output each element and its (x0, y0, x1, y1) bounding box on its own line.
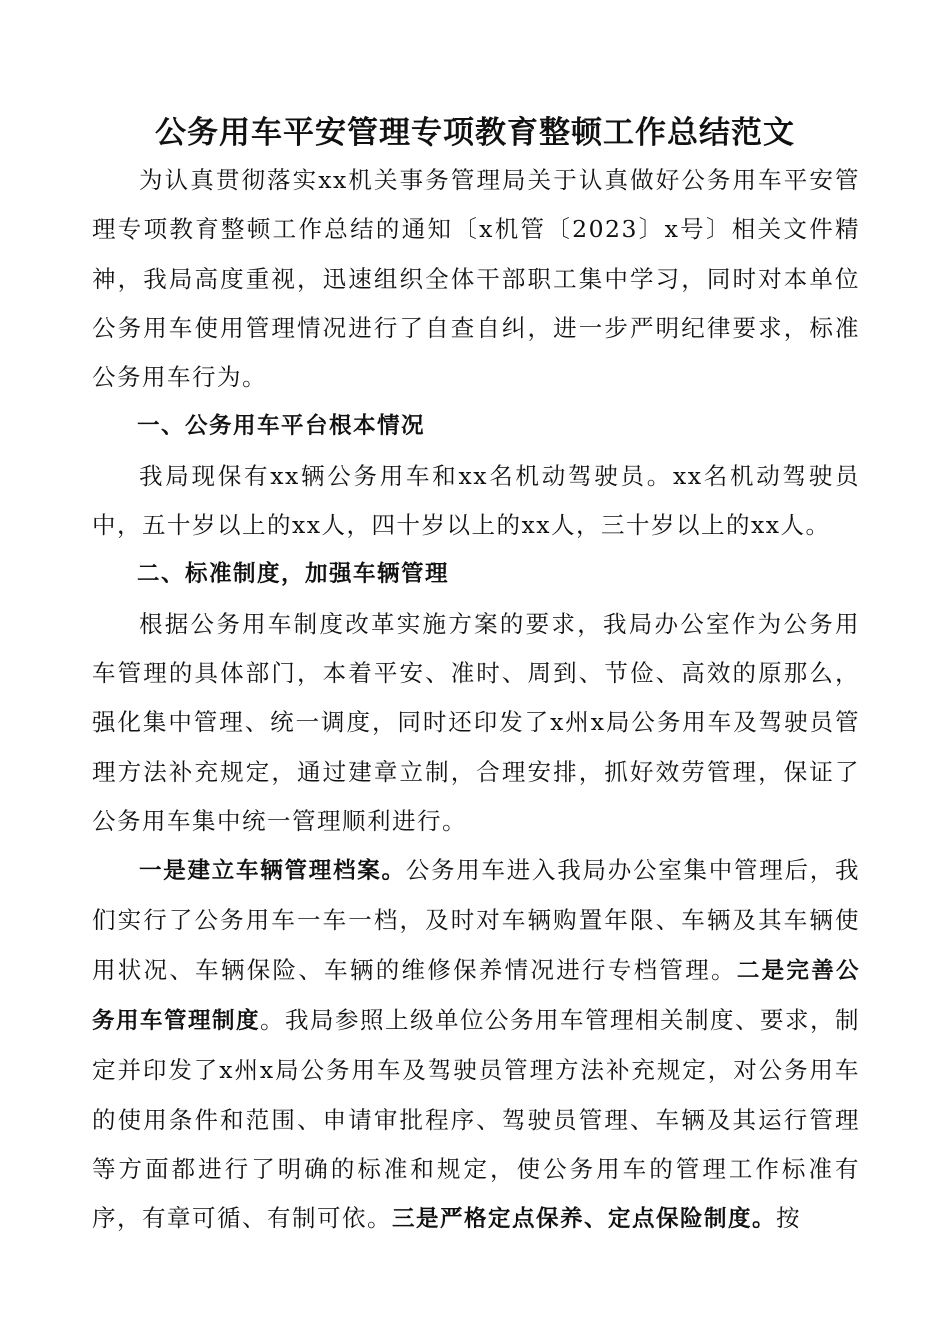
point-2-title: 二是完善公务用车管理制度 (92, 957, 860, 1035)
section-2-paragraph: 根据公务用车制度改革实施方案的要求，我局办公室作为公务用车管理的具体部门，本着平安、准时、周到、节俭、高效的原那么，强化集中管理、统一调度，同时还印发了x州x局公务用车及驾驶员管理方法补充规定，通过建章立制，合理安排，抓好效劳管理，保证了公务用车集中统一管理顺利进行。 (92, 609, 860, 835)
point-1-text: 公务用车进入我局办公室集中管理后，我们实行了公务用车一车一档，及时对车辆购置年限、车辆及其车辆使用状况、车辆保险、车辆的维修保养情况进行专档管理。 (92, 856, 860, 984)
document-title: 公务用车平安管理专项教育整顿工作总结范文 (155, 115, 795, 151)
point-3-text: 按 (776, 1204, 802, 1233)
point-3-title: 三是严格定点保养、定点保险制度。 (392, 1206, 777, 1233)
point-2-text: 。我局参照上级单位公务用车管理相关制度、要求，制定并印发了x州x局公务用车及驾驶员管理方法补充规定，对公务用车的使用条件和范围、申请审批程序、驾驶员管理、车辆及其运行管理等方面都进行了明确的标准和规定，使公务用车的管理工作标准有序，有章可循、有制可依。 (92, 1006, 861, 1233)
intro-paragraph: 为认真贯彻落实xx机关事务管理局关于认真做好公务用车平安管理专项教育整顿工作总结的通知〔x机管〔2023〕x号〕相关文件精神，我局高度重视，迅速组织全体干部职工集中学习，同时对本单位公务用车使用管理情况进行了自查自纠，进一步严明纪律要求，标准公务用车行为。 (92, 166, 860, 392)
measures-paragraph (92, 846, 860, 1244)
section-heading-2: 二、标准制度，加强车辆管理 (137, 561, 450, 588)
section-1-paragraph: 我局现保有xx辆公务用车和xx名机动驾驶员。xx名机动驾驶员中，五十岁以上的xx人，四十岁以上的xx人，三十岁以上的xx人。 (92, 461, 860, 540)
section-heading-1: 一、公务用车平台根本情况 (137, 413, 426, 440)
point-1-title: 一是建立车辆管理档案。 (139, 858, 406, 885)
document-body (92, 156, 860, 1245)
